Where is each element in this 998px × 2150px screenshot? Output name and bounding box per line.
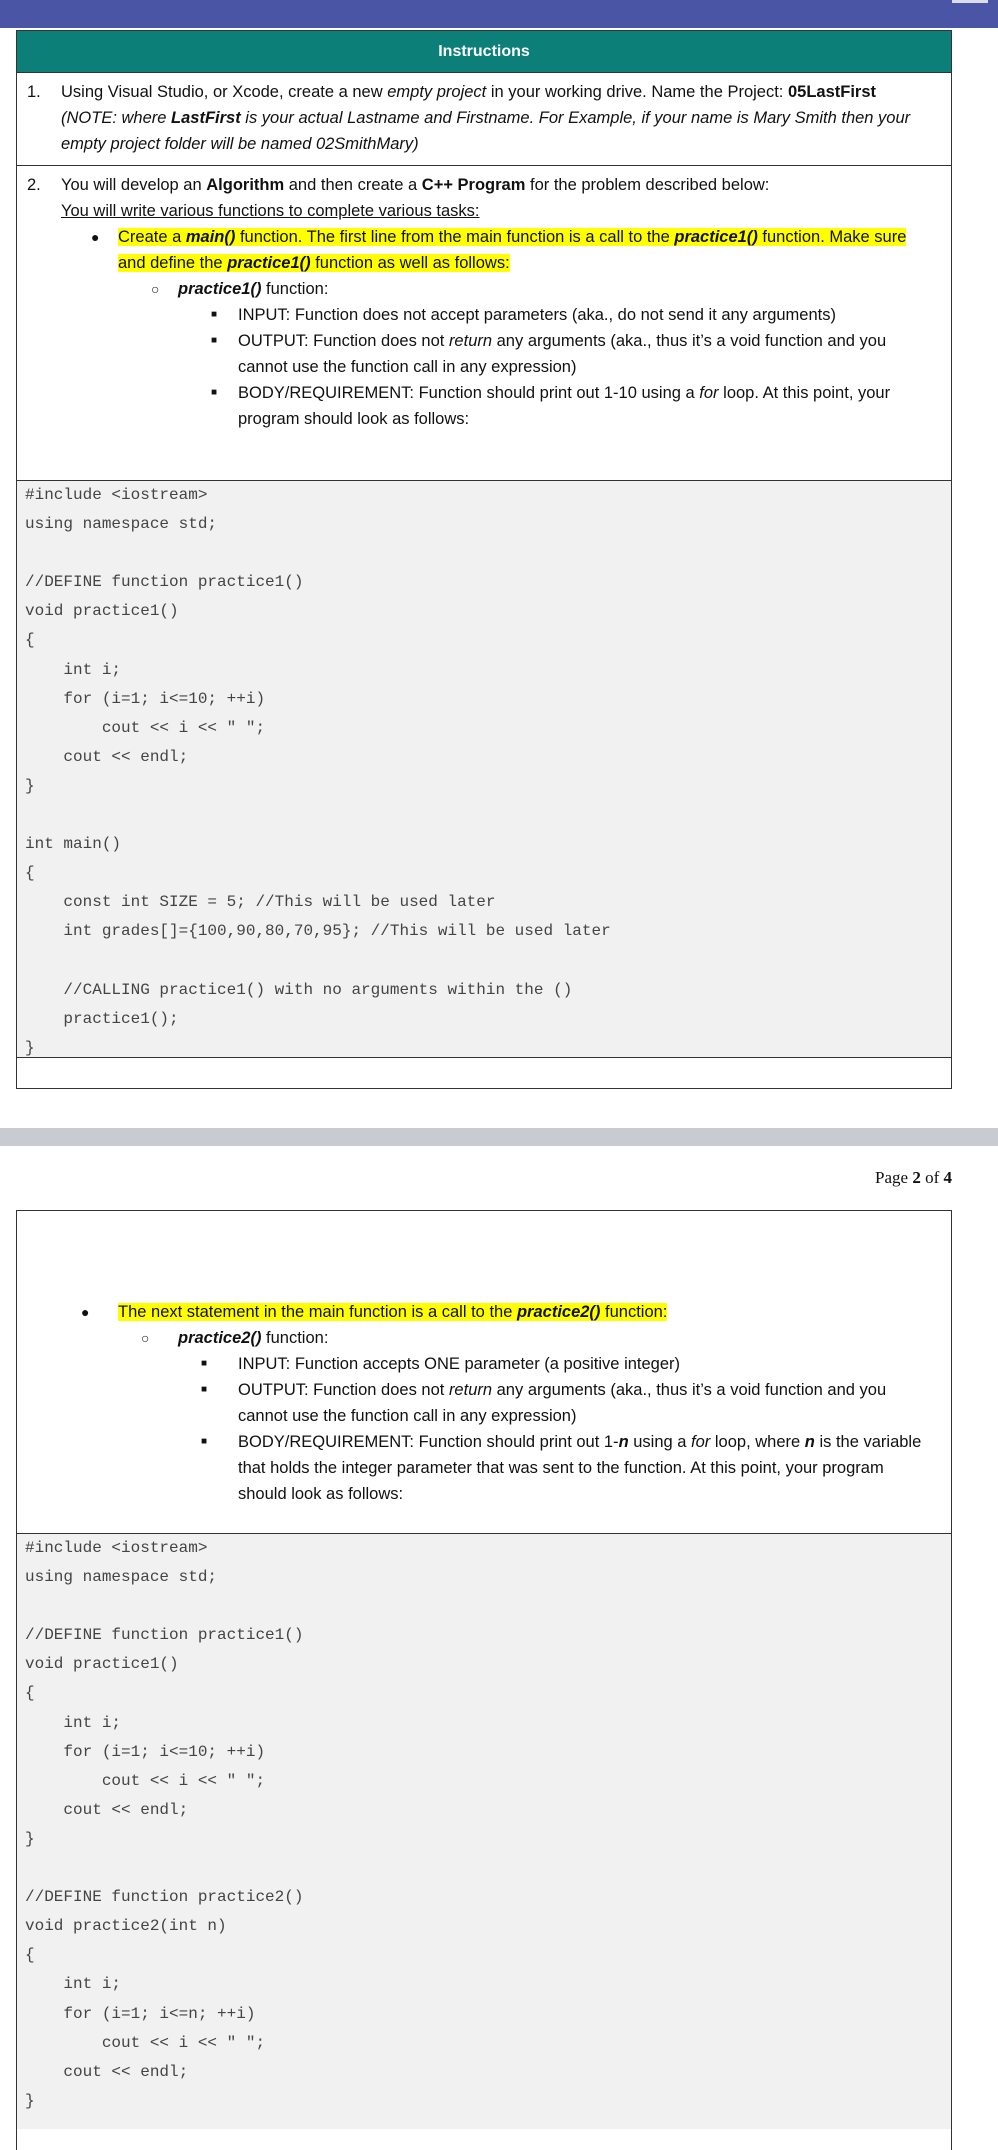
square-bullet-icon: ■ — [211, 309, 218, 320]
text: INPUT: Function accepts ONE parameter (a positive integer) — [238, 1355, 681, 1373]
step-number: 1. — [27, 83, 41, 101]
step-1 — [17, 73, 951, 166]
note: is your actual Lastname and Firstname. For Example, if your name is Mary Smith then your — [240, 109, 911, 127]
text: OUTPUT: Function does not — [238, 1381, 449, 1399]
text: function. Make sure — [757, 228, 907, 246]
text-em: empty project — [387, 83, 487, 101]
square-bullet-icon: ■ — [201, 1436, 208, 1447]
table-header: Instructions — [17, 31, 951, 73]
function-name: practice1() — [178, 280, 262, 298]
code-block: #include <iostream> using namespace std; //DEFINE function practice1() void practice1() { int i; for (i=1; i<=10; ++i) cout << i << " "; cout << endl; } int main() { const int SIZE = 5; //This will be used later int grades[]={100,90,80,70,95}; //This will be used later //CALLING practice1() with no arguments within the () practice1(); } — [17, 481, 951, 1058]
text: function: — [600, 1303, 668, 1321]
text: The next statement in the main function is a call to the — [118, 1303, 517, 1321]
total-pages: 4 — [943, 1168, 952, 1187]
text: cannot use the function call in any expression) — [238, 358, 577, 376]
text: using a — [628, 1433, 692, 1451]
step-number: 2. — [27, 176, 41, 194]
project-name: 05LastFirst — [787, 83, 877, 101]
spec-body — [17, 1429, 951, 1507]
circle-bullet-icon: ○ — [141, 1330, 150, 1346]
text: BODY/REQUIREMENT: Function should print out 1-10 using a — [238, 384, 700, 402]
text: BODY/REQUIREMENT: Function should print out 1- — [238, 1433, 619, 1451]
text: and define the — [118, 254, 228, 272]
text: any arguments (aka., thus it’s a void function and you — [492, 332, 887, 350]
text: and then create a — [284, 176, 422, 194]
spec-input — [17, 1351, 951, 1377]
square-bullet-icon: ■ — [211, 335, 218, 346]
spec-body — [17, 380, 921, 432]
spec-output — [17, 328, 921, 380]
square-bullet-icon: ■ — [211, 387, 218, 398]
text: OUTPUT: Function does not — [238, 332, 449, 350]
note: (NOTE: where — [61, 109, 172, 127]
bullet-item — [17, 224, 921, 276]
text: loop. At this point, your — [718, 384, 891, 402]
step-2-text — [61, 172, 921, 224]
circle-bullet-icon: ○ — [151, 281, 160, 297]
code-block: #include <iostream> using namespace std; //DEFINE function practice1() void practice1() { int i; for (i=1; i<=10; ++i) cout << i << " "; cout << endl; } //DEFINE function practice2() void practice2(int n) { int i; for (i=1; i<=n; ++i) cout << i << " "; cout << endl; } — [17, 1534, 951, 2129]
page-number — [875, 1168, 952, 1188]
spec-output — [17, 1377, 951, 1429]
bullet-icon: ● — [91, 229, 100, 245]
function-name: practice1() — [674, 228, 758, 246]
empty-row — [17, 1058, 951, 1089]
text: that holds the integer parameter that was sent to the function. At this point, your program — [238, 1459, 884, 1477]
text: of — [920, 1168, 944, 1187]
text: Page — [875, 1168, 913, 1187]
sub-bullet — [17, 276, 921, 302]
text: Create a — [118, 228, 186, 246]
square-bullet-icon: ■ — [201, 1358, 208, 1369]
underlined-text: You will write various functions to complete various tasks: — [61, 202, 480, 220]
text-em: return — [448, 1381, 493, 1399]
text: function. The first line from the main function is a call to the — [235, 228, 675, 246]
variable-n: n — [804, 1433, 815, 1451]
variable-n: n — [618, 1433, 629, 1451]
text: function: — [261, 1329, 329, 1347]
instructions-table — [16, 30, 952, 1089]
text: any arguments (aka., thus it’s a void function and you — [492, 1381, 887, 1399]
page-separator — [0, 1128, 998, 1146]
text: loop, where — [710, 1433, 805, 1451]
instructions-table-continued — [16, 1210, 952, 2150]
text-em: return — [448, 332, 493, 350]
bullet-item — [17, 1299, 951, 1325]
function-name: practice1() — [227, 254, 311, 272]
current-page: 2 — [912, 1168, 921, 1187]
window-corner-mark — [952, 0, 988, 3]
square-bullet-icon: ■ — [201, 1384, 208, 1395]
note: empty project folder will be named 02SmithMary) — [61, 135, 419, 153]
text: in your working drive. Name the Project: — [486, 83, 788, 101]
text: function: — [261, 280, 329, 298]
text: function as well as follows: — [310, 254, 510, 272]
text: INPUT: Function does not accept parameters (aka., do not send it any arguments) — [238, 306, 836, 324]
text: Using Visual Studio, or Xcode, create a new — [61, 83, 388, 101]
text: program should look as follows: — [238, 410, 470, 428]
step-1-text — [61, 79, 921, 157]
step-2-continued — [17, 1211, 951, 1534]
text-bold: C++ Program — [421, 176, 526, 194]
bullet-icon: ● — [81, 1304, 90, 1320]
text: should look as follows: — [238, 1485, 404, 1503]
function-name: practice2() — [516, 1303, 601, 1321]
top-toolbar — [0, 0, 998, 28]
sub-bullet — [17, 1325, 951, 1351]
function-name: main() — [185, 228, 236, 246]
function-name: practice2() — [178, 1329, 262, 1347]
step-2 — [17, 166, 951, 481]
text: cannot use the function call in any expression) — [238, 1407, 577, 1425]
text: You will develop an — [61, 176, 207, 194]
note-bold: LastFirst — [171, 109, 241, 127]
text-em: for — [699, 384, 719, 402]
text-em: for — [691, 1433, 711, 1451]
text-bold: Algorithm — [206, 176, 285, 194]
text: is the variable — [814, 1433, 922, 1451]
text: for the problem described below: — [525, 176, 770, 194]
spec-input — [17, 302, 921, 328]
